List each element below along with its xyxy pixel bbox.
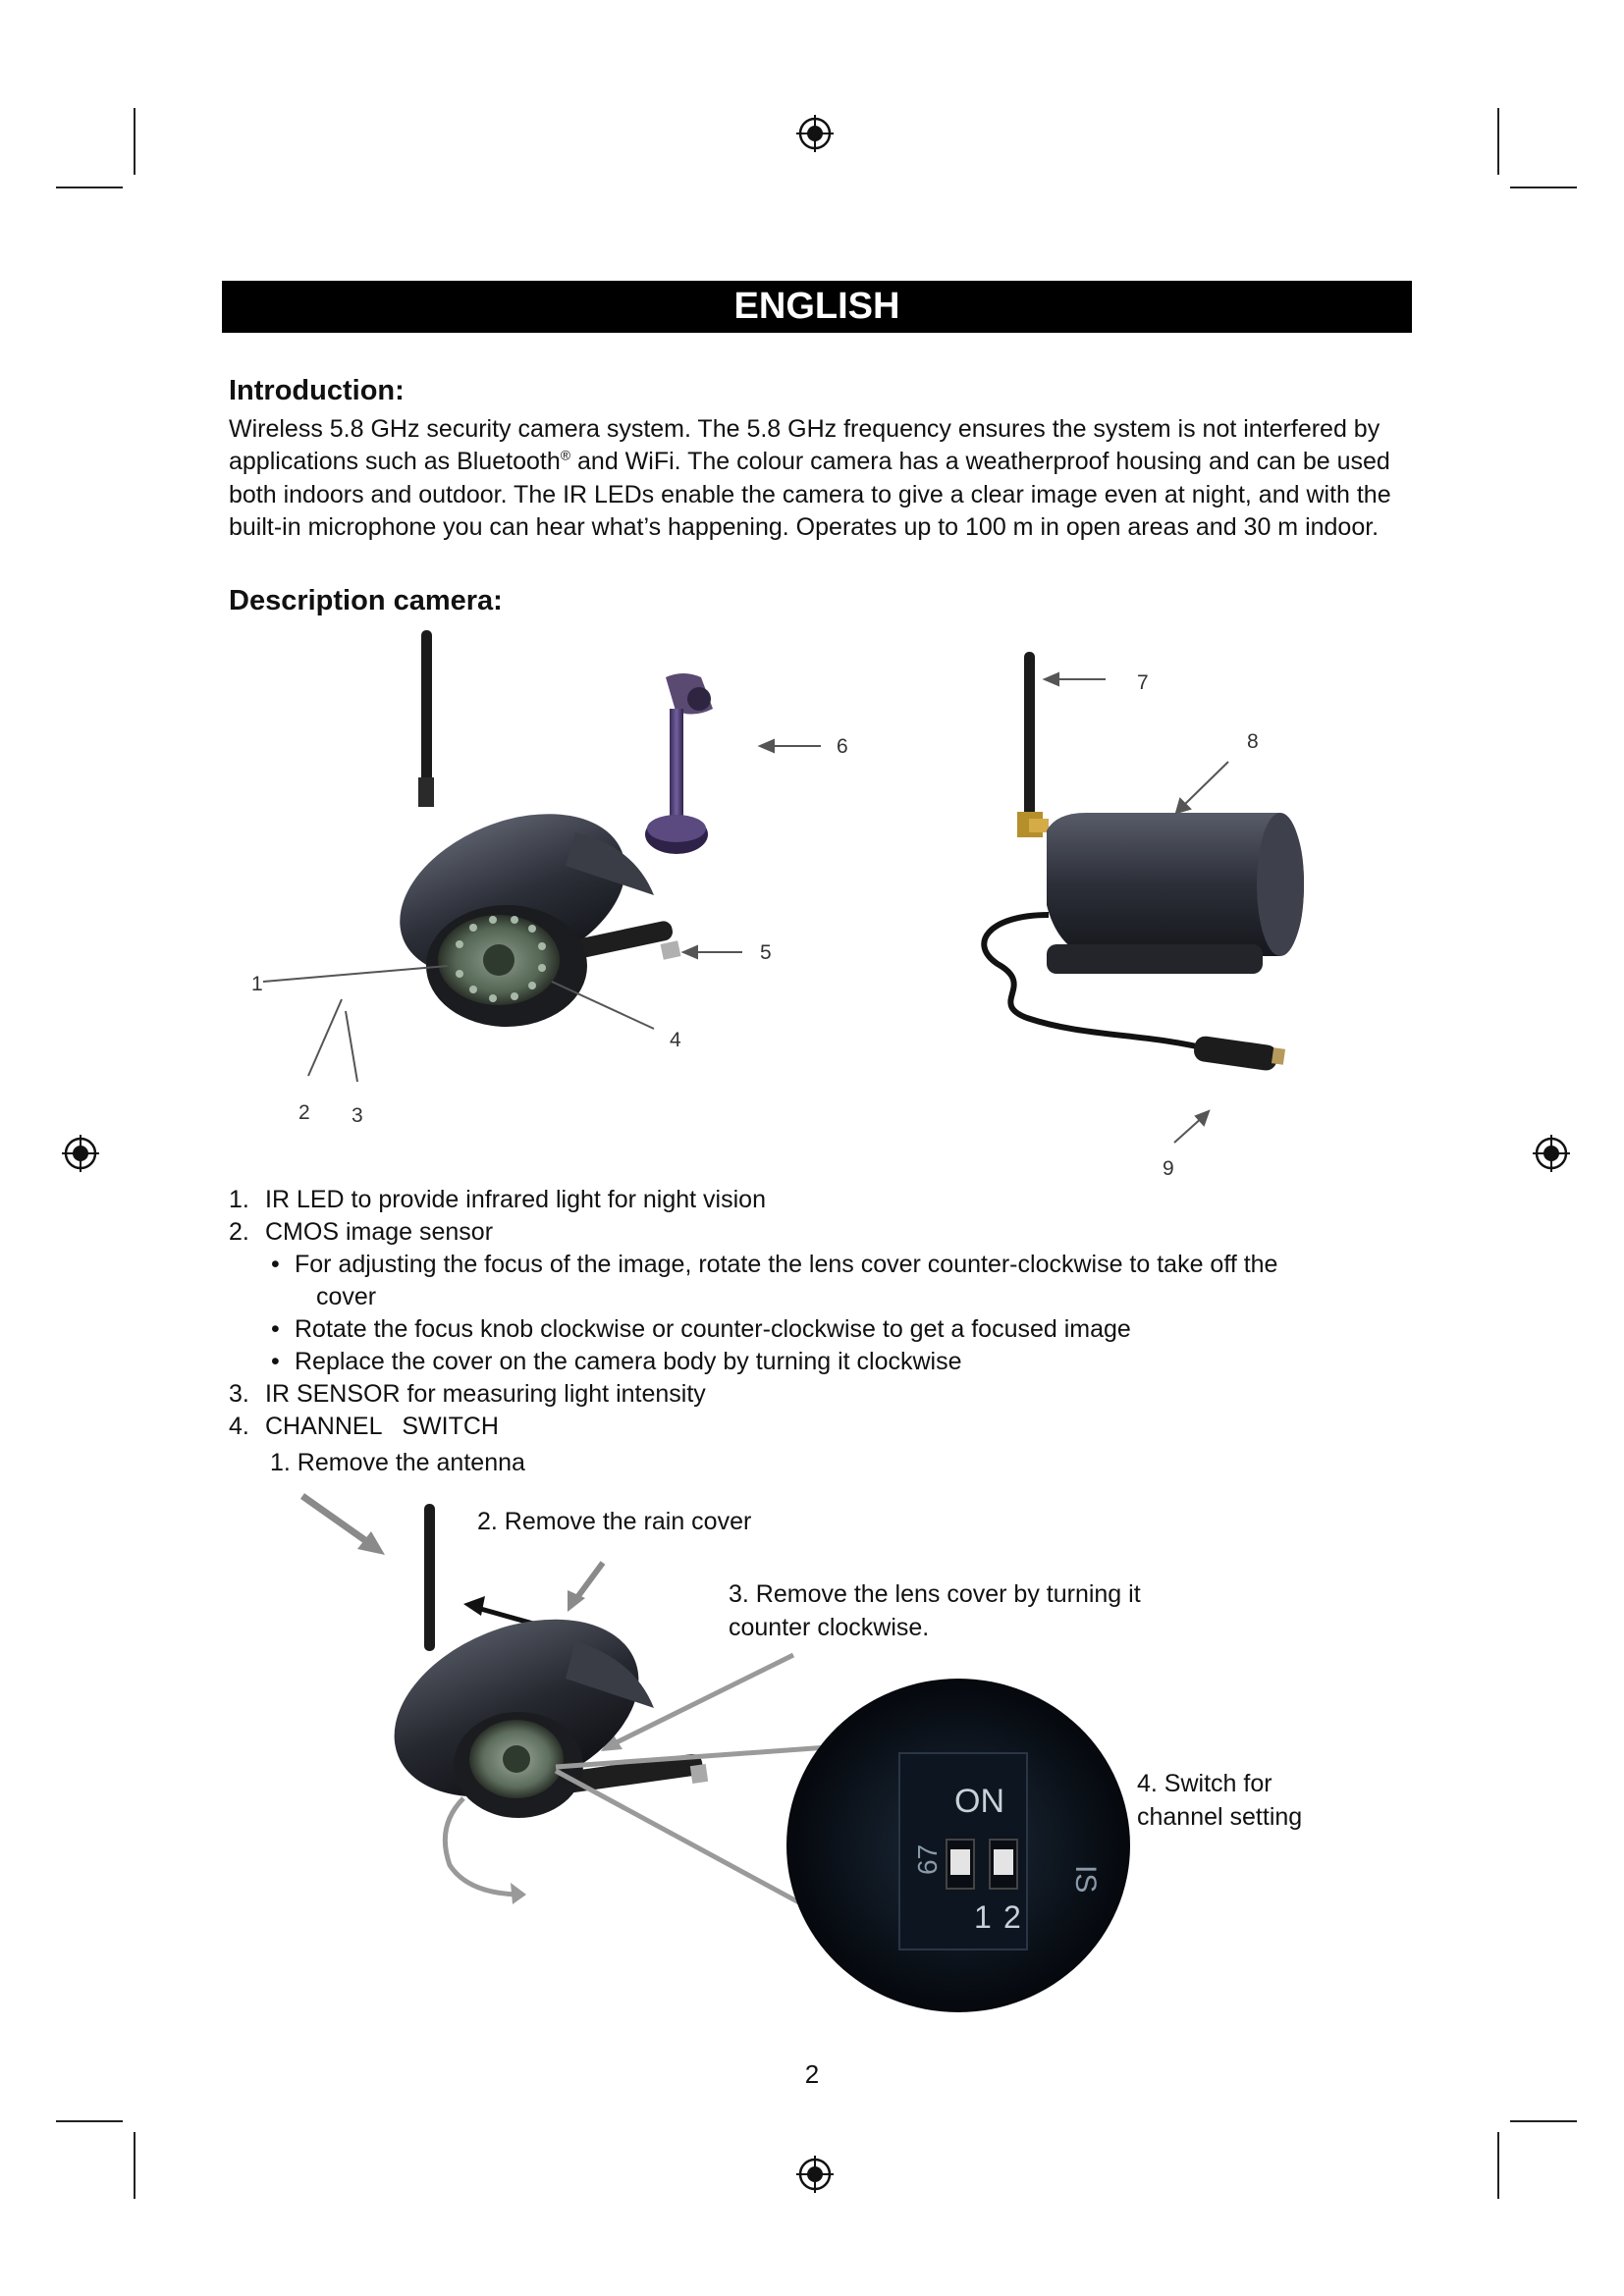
crop-mark [56,187,123,188]
registered-mark: ® [560,447,571,463]
list-item [229,1380,706,1409]
crop-mark [1510,187,1577,188]
camera-description-figure [222,620,1400,1180]
list-number: 2. [229,1218,249,1246]
step-remove-antenna: 1. Remove the antenna [270,1449,525,1476]
figure-label: 3 [352,1104,363,1127]
figure-label: 7 [1137,671,1149,694]
crop-mark [1497,108,1499,175]
description-heading: Description camera: [229,585,503,616]
rear-camera-illustration [984,652,1304,1072]
step4-line1: 4. Switch for [1137,1770,1272,1797]
bullet-item [271,1251,1277,1279]
list-text: CHANNEL SWITCH [265,1413,499,1440]
crop-mark [134,2132,135,2199]
bullet-glyph: • [271,1251,280,1278]
bullet-text: For adjusting the focus of the image, rotate the lens cover counter-clockwise to take off the [295,1251,1278,1278]
step3-line2: counter clockwise. [729,1614,930,1641]
crop-mark [56,2120,123,2122]
crop-mark [134,108,135,175]
figure-label: 1 [251,973,263,995]
list-number: 3. [229,1380,249,1408]
intro-text-part2: and WiFi. The colour camera has a weatherproof housing and can be used both indoors and outdoor. The IR LEDs enable the camera to give a clear image even at night, and with the built-in microphone you can hear what’s happening. Operates up to 100 m in open areas and 30 m indoor. [229,448,1391,541]
figure-label: 9 [1163,1157,1174,1180]
step-remove-rain-cover: 2. Remove the rain cover [477,1508,752,1535]
channel-switch-figure [222,1472,1204,2032]
dip-on-label: ON [954,1783,1004,1820]
page-number: 2 [804,2059,820,2089]
list-text: CMOS image sensor [265,1218,494,1246]
dip-side-label: IS [1069,1865,1102,1894]
figure-label: 2 [298,1101,310,1124]
list-item [229,1413,499,1441]
list-item [229,1186,766,1214]
registration-mark-icon [795,114,835,153]
registration-mark-icon [795,2155,835,2194]
step4-line2: channel setting [1137,1803,1303,1831]
bullet-continuation: cover [316,1283,377,1310]
registration-mark-icon [61,1134,100,1173]
bullet-item [271,1315,1131,1344]
dip-switch-zoom [786,1679,1130,2012]
dip-position-2: 2 [1003,1899,1021,1935]
camera-channel-illustration [368,1504,708,1904]
list-text: IR LED to provide infrared light for night vision [265,1186,766,1213]
list-text: IR SENSOR for measuring light intensity [265,1380,706,1408]
figure-label: 5 [760,941,772,964]
introduction-heading: Introduction: [229,375,405,406]
dip-side-label: 67 [912,1843,943,1875]
mount-bracket-illustration [645,673,713,854]
bullet-glyph: • [271,1348,280,1375]
list-number: 1. [229,1186,249,1213]
registration-mark-icon [1532,1134,1571,1173]
list-item [229,1218,493,1247]
language-banner [222,281,1412,333]
dip-position-1: 1 [974,1899,992,1935]
introduction-paragraph [229,413,1422,544]
bullet-text: Rotate the focus knob clockwise or counter-clockwise to get a focused image [295,1315,1131,1343]
banner-title: ENGLISH [733,286,900,327]
figure-label: 6 [837,735,848,758]
step3-line1: 3. Remove the lens cover by turning it [729,1580,1141,1608]
figure-label: 4 [670,1029,681,1051]
bullet-item [271,1348,962,1376]
bullet-glyph: • [271,1315,280,1343]
list-number: 4. [229,1413,249,1440]
intro-text-part1: Wireless 5.8 GHz security camera system. The 5.8 GHz frequency ensures the system is not interfered by applications such as Bluetooth [229,415,1380,476]
crop-mark [1510,2120,1577,2122]
bullet-text: Replace the cover on the camera body by turning it clockwise [295,1348,962,1375]
figure-label: 8 [1247,730,1259,753]
crop-mark [1497,2132,1499,2199]
